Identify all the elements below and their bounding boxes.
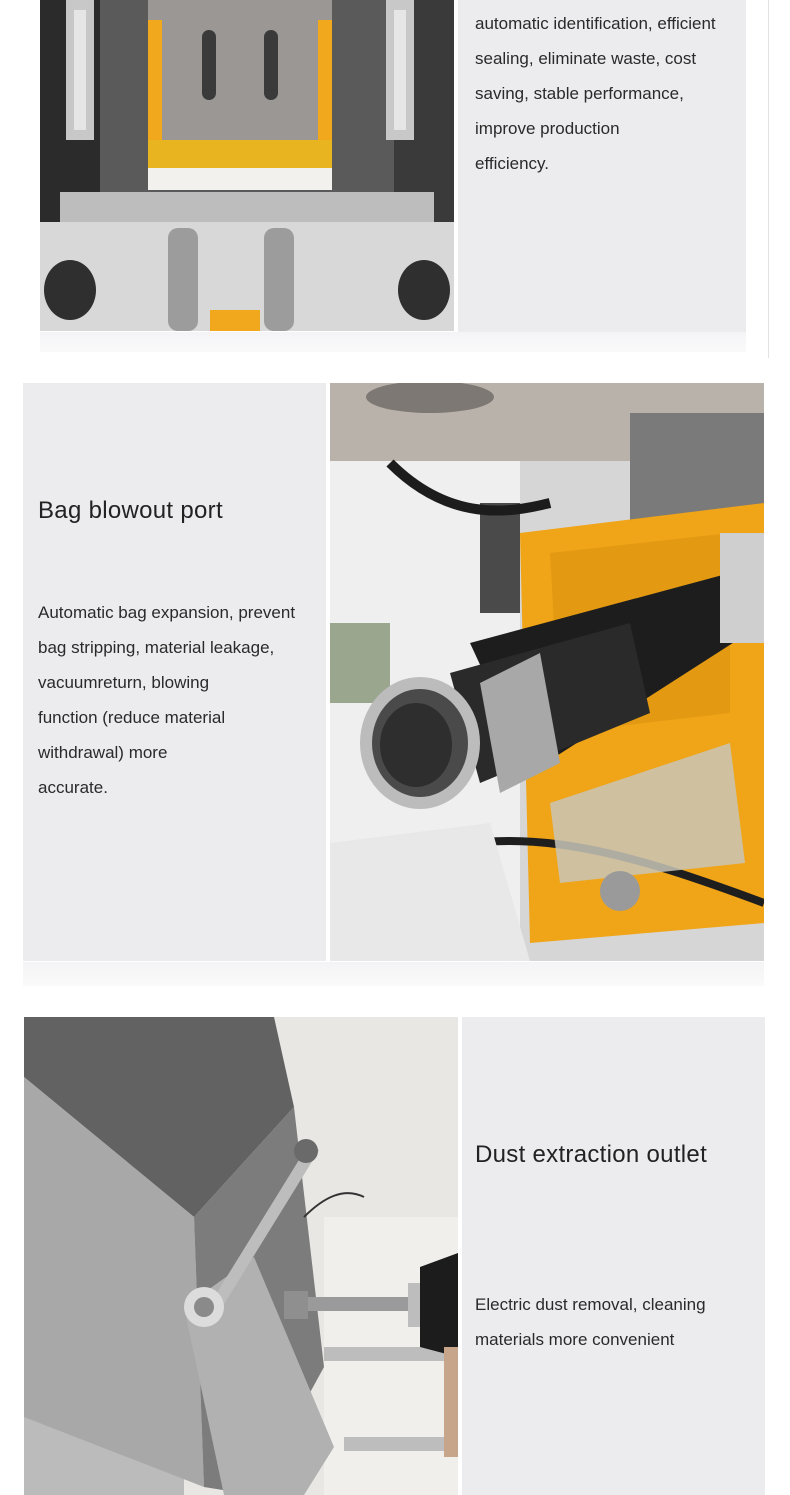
bag-blowout-heading: Bag blowout port xyxy=(38,497,223,524)
description-line: vacuumreturn, blowing xyxy=(38,673,210,692)
description-line: function (reduce material xyxy=(38,708,226,727)
description-line: improve production xyxy=(475,119,620,138)
description-line: withdrawal) more xyxy=(38,743,168,762)
description-line: efficiency. xyxy=(475,154,550,173)
description-line: materials more convenient xyxy=(475,1330,675,1349)
description-line: bag stripping, material leakage, xyxy=(38,638,275,657)
dust-extraction-outlet-photo xyxy=(24,1017,458,1495)
bag-blowout-port-photo xyxy=(330,383,764,961)
bag-blowout-text-panel xyxy=(23,383,326,961)
divider-vertical xyxy=(768,0,769,358)
bag-blowout-description xyxy=(38,595,295,805)
description-line: accurate. xyxy=(38,778,108,797)
sealing-text-panel xyxy=(458,0,746,332)
description-line: saving, stable performance, xyxy=(475,84,684,103)
sealing-description xyxy=(475,6,716,181)
dust-extraction-description xyxy=(475,1287,706,1357)
description-line: sealing, eliminate waste, cost xyxy=(475,49,697,68)
description-line: automatic identification, efficient xyxy=(475,14,716,33)
section-shadow xyxy=(40,332,746,352)
sealing-machine-photo xyxy=(40,0,454,331)
dust-extraction-text-panel xyxy=(462,1017,765,1495)
description-line: Automatic bag expansion, prevent xyxy=(38,603,296,622)
section-shadow xyxy=(23,962,764,986)
description-line: Electric dust removal, cleaning xyxy=(475,1295,706,1314)
dust-extraction-heading: Dust extraction outlet xyxy=(475,1141,708,1168)
